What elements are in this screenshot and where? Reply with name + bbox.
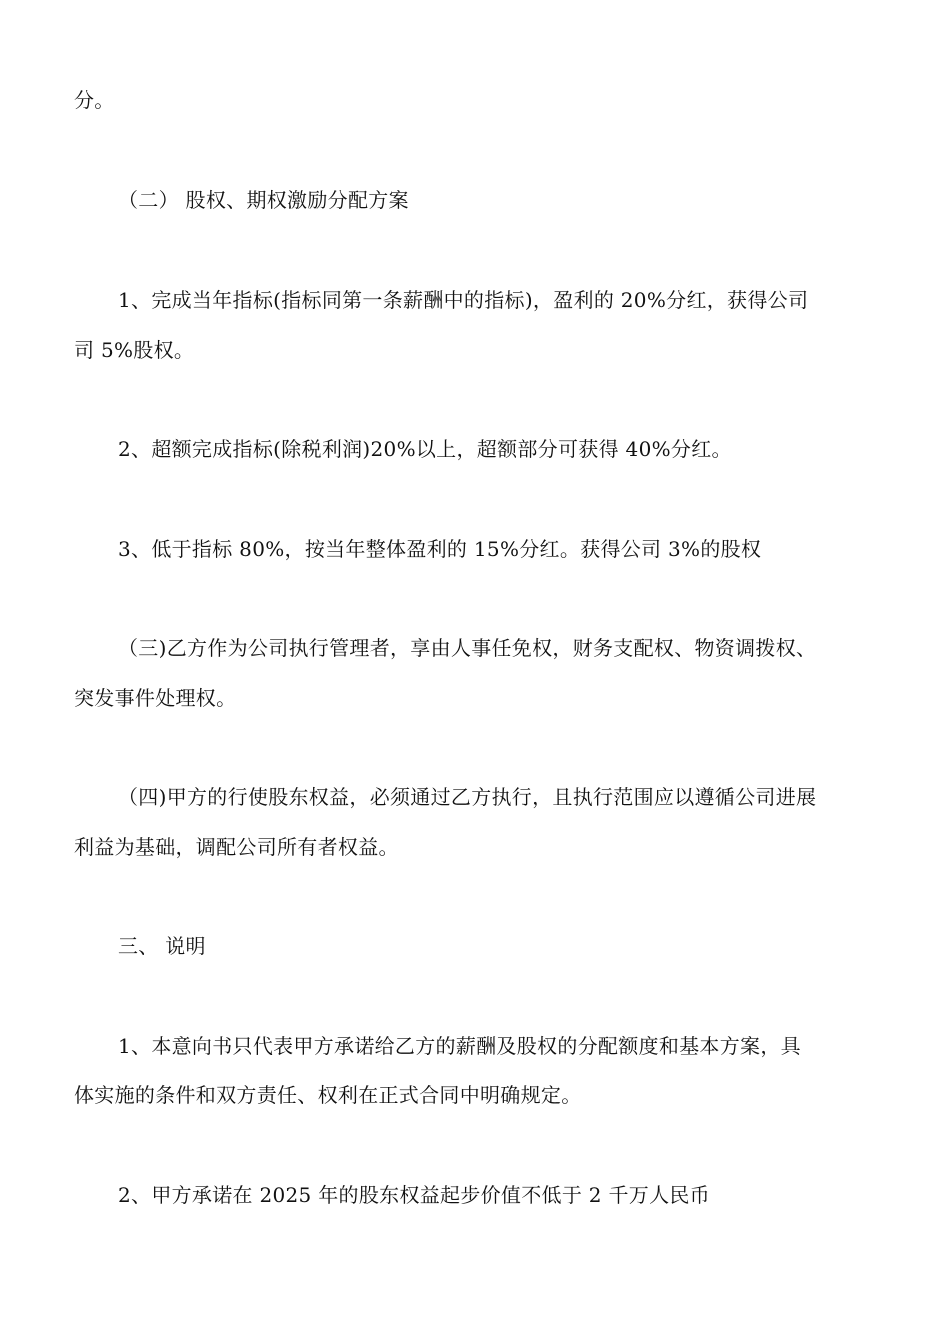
- clause-1-line-2: 司 5%股权。: [74, 338, 195, 362]
- section-3-line-2: 突发事件处理权。: [74, 686, 237, 710]
- note-1-line-1: 1、本意向书只代表甲方承诺给乙方的薪酬及股权的分配额度和基本方案，具: [118, 1034, 801, 1058]
- section-4-line-2: 利益为基础，调配公司所有者权益。: [74, 835, 399, 859]
- clause-2: 2、超额完成指标(除税利润)20%以上，超额部分可获得 40%分红。: [118, 437, 732, 461]
- section-3-line-1: （三)乙方作为公司执行管理者，享由人事任免权，财务支配权、物资调拨权、: [118, 636, 817, 660]
- paragraph-continuation: 分。: [74, 88, 115, 112]
- note-1-line-2: 体实施的条件和双方责任、权利在正式合同中明确规定。: [74, 1083, 582, 1107]
- note-2: 2、甲方承诺在 2025 年的股东权益起步价值不低于 2 千万人民币: [118, 1183, 710, 1207]
- section-heading-explanation: 三、 说明: [118, 934, 206, 958]
- section-heading-equity-incentive: （二） 股权、期权激励分配方案: [118, 188, 409, 212]
- clause-3: 3、低于指标 80%，按当年整体盈利的 15%分红。获得公司 3%的股权: [118, 537, 762, 561]
- clause-1-line-1: 1、完成当年指标(指标同第一条薪酬中的指标)，盈利的 20%分红，获得公司: [118, 288, 809, 312]
- section-4-line-1: （四)甲方的行使股东权益，必须通过乙方执行，且执行范围应以遵循公司进展: [118, 785, 817, 809]
